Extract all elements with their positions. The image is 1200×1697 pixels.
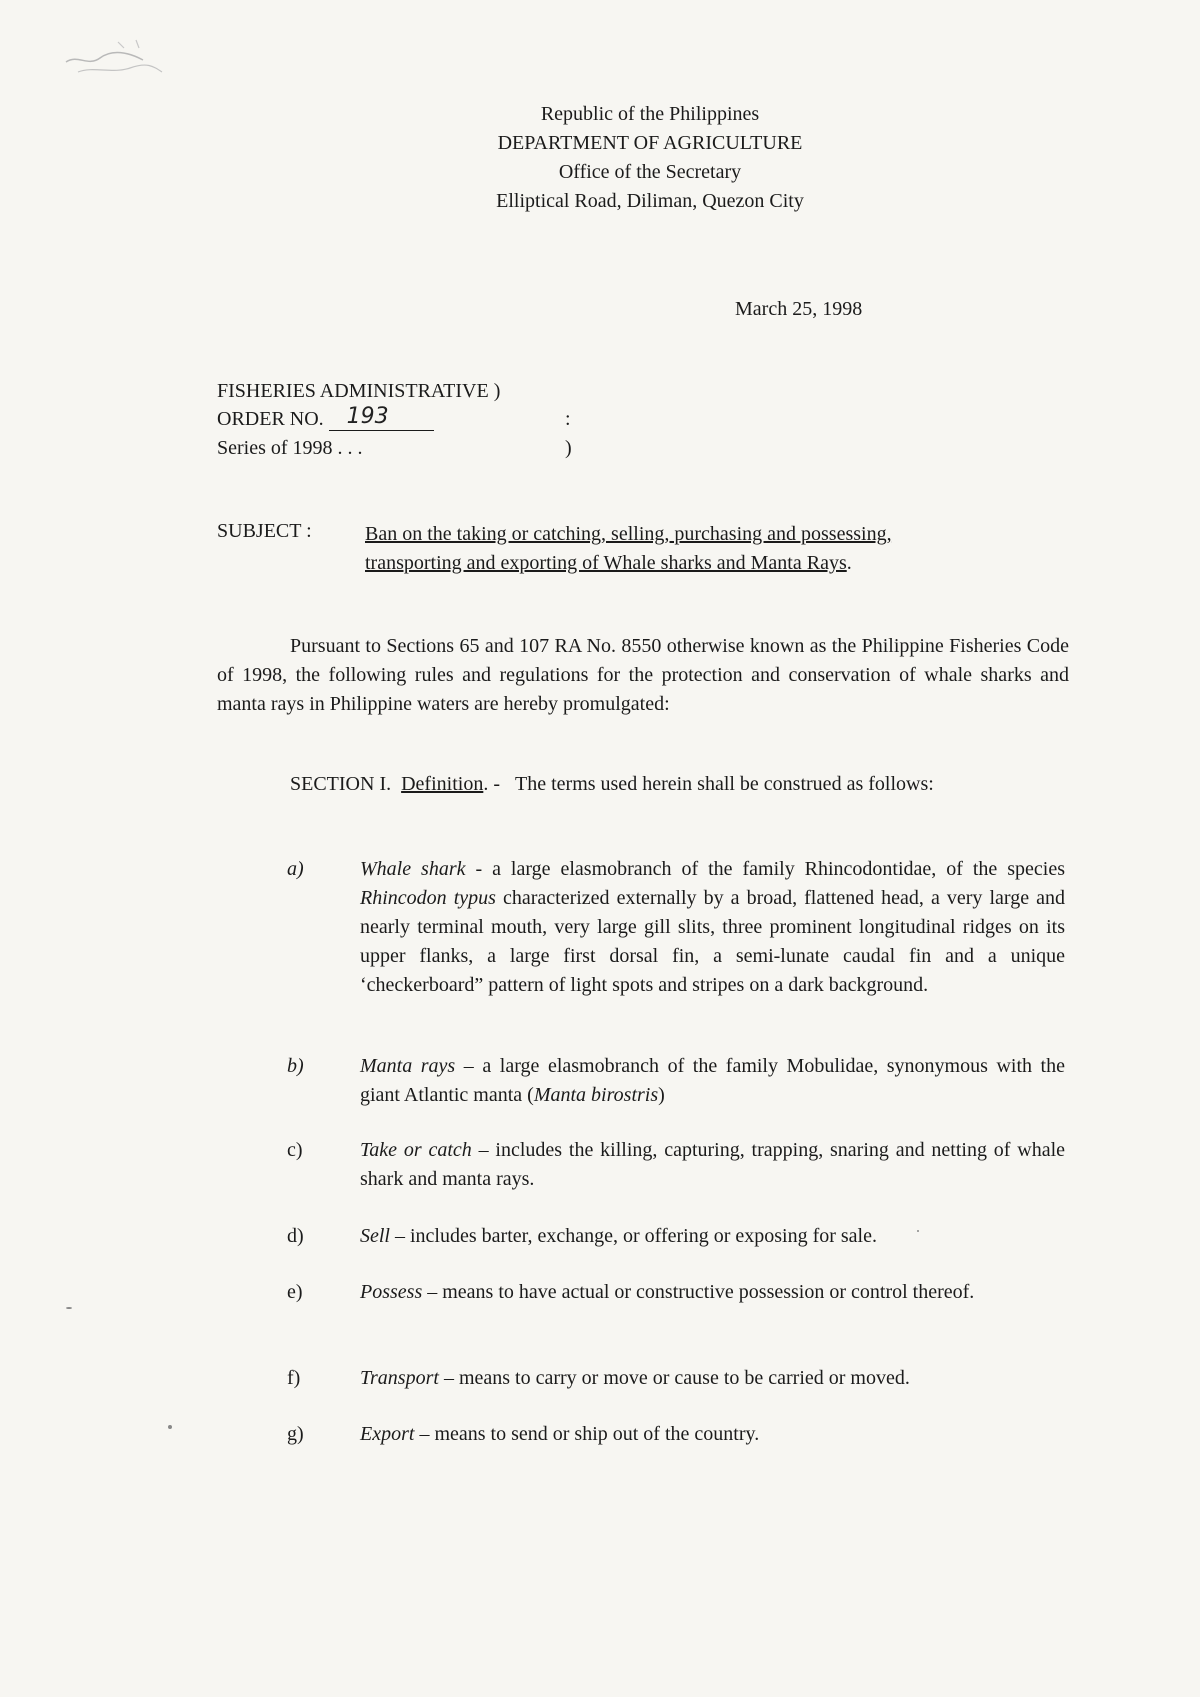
section-1-heading: SECTION I. [290, 773, 392, 795]
definition-separator: – [414, 1423, 435, 1445]
definition-term: Take or catch [360, 1139, 472, 1161]
scan-speck [168, 1425, 172, 1429]
order-no-label: ORDER NO. [217, 408, 324, 430]
subject-line-2: transporting and exporting of Whale sharks and Manta Rays [365, 552, 847, 574]
definition-separator: - [465, 858, 493, 880]
definition-body [360, 1364, 1065, 1393]
section-1-text: The terms used herein shall be construed as follows: [515, 773, 934, 795]
order-bracket-1: ) [493, 380, 501, 402]
definition-separator: – [422, 1281, 443, 1303]
subject-text [365, 520, 1075, 578]
definition-term: Whale shark [360, 858, 466, 880]
definition-term: Sell [360, 1225, 390, 1247]
definition-label: a) [287, 858, 304, 880]
definition-term: Possess [360, 1281, 423, 1303]
definition-text: a large elasmobranch of the family Rhincodontidae, of the species [492, 858, 1065, 880]
definition-separator: – [455, 1055, 483, 1077]
letterhead-department: DEPARTMENT OF AGRICULTURE [497, 132, 803, 154]
definition-label: d) [287, 1225, 304, 1247]
definition-body [360, 1222, 1065, 1251]
definition-label: f) [287, 1367, 301, 1389]
section-1-title: Definition [401, 773, 484, 795]
definition-text: means to have actual or constructive possession or control thereof. [442, 1281, 975, 1303]
letterhead [0, 100, 1200, 216]
definition-separator: – [390, 1225, 410, 1247]
order-title: FISHERIES ADMINISTRATIVE [217, 380, 489, 402]
definition-separator: – [438, 1367, 459, 1389]
definition-text: means to send or ship out of the country. [434, 1423, 760, 1445]
section-1-dash: . - [483, 773, 500, 795]
subject-label: SUBJECT : [217, 520, 312, 542]
definition-species: Rhincodon typus [360, 887, 496, 909]
definition-label: c) [287, 1139, 303, 1161]
order-series: Series of 1998 . . . [217, 437, 363, 459]
definition-term: Manta rays [360, 1055, 456, 1077]
definition-separator: – [471, 1139, 496, 1161]
definition-text: means to carry or move or cause to be carried or moved. [458, 1367, 910, 1389]
handwritten-mark [58, 32, 168, 87]
definition-label: e) [287, 1281, 303, 1303]
definition-body [360, 1052, 1065, 1110]
order-bracket-3: ) [565, 437, 572, 459]
definition-text-cont: ) [658, 1084, 665, 1106]
definition-body [360, 1278, 1065, 1307]
definition-label: b) [287, 1055, 304, 1077]
letterhead-address: Elliptical Road, Diliman, Quezon City [496, 190, 804, 212]
definition-term: Transport [360, 1367, 439, 1389]
definition-body [360, 1420, 1065, 1449]
definition-species: Manta birostris [533, 1084, 659, 1106]
definition-text: includes the killing, capturing, trapping, snaring and netting of whale shark and manta rays. [360, 1139, 1066, 1190]
definition-label: g) [287, 1423, 304, 1445]
scan-speck [66, 1307, 72, 1309]
letterhead-republic: Republic of the Philippines [540, 103, 760, 125]
order-line-2 [217, 404, 434, 431]
preamble-text: Pursuant to Sections 65 and 107 RA No. 8550 otherwise known as the Philippine Fisheries Code of 1998, the following rules and regulations for the protection and conservation of whale sharks and manta rays in Philippine waters are hereby promulgated: [217, 635, 1069, 715]
document-date: March 25, 1998 [735, 298, 863, 320]
subject-period: . [846, 552, 852, 574]
definition-text-cont: characterized externally by a broad, flattened head, a very large and nearly terminal mouth, very large gill slits, three prominent longitudinal ridges on its upper flanks, a large first dorsal fin, a semi-lunate caudal fin and a unique ‘checkerboard” pattern of light spots and stripes on a dark background. [360, 887, 1065, 996]
order-line-1 [217, 380, 500, 403]
preamble-paragraph [217, 632, 1069, 719]
order-number: 193 [346, 404, 389, 429]
definition-term: Export [360, 1423, 415, 1445]
order-colon: : [565, 408, 571, 430]
definition-body [360, 855, 1065, 1000]
order-number-field [329, 404, 434, 431]
definition-text: a large elasmobranch of the family Mobulidae, synonymous with the giant Atlantic manta ( [360, 1055, 1065, 1106]
subject-line-1: Ban on the taking or catching, selling, purchasing and possessing, [365, 523, 892, 545]
scan-speck [917, 1230, 919, 1232]
definition-text: includes barter, exchange, or offering or exposing for sale. [410, 1225, 877, 1247]
definition-body [360, 1136, 1065, 1194]
section-1-paragraph [217, 770, 1069, 799]
letterhead-office: Office of the Secretary [558, 161, 742, 183]
